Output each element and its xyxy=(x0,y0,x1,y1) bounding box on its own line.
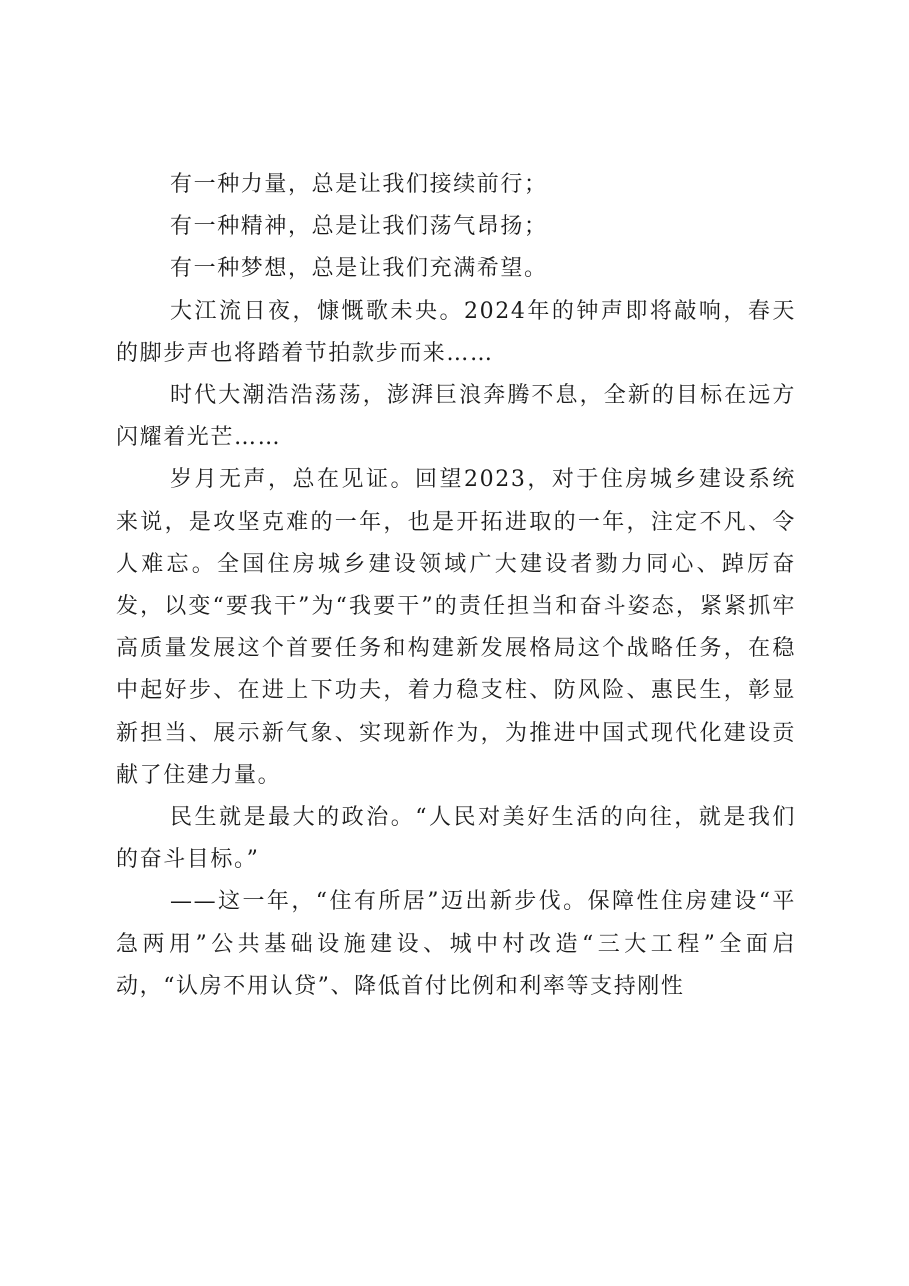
paragraph-5: 时代大潮浩浩荡荡，澎湃巨浪奔腾不息，全新的目标在远方闪耀着光芒…… xyxy=(116,383,796,451)
paragraph-6: 岁月无声，总在见证。回望2023，对于住房城乡建设系统来说，是攻坚克难的一年，也是开拓进取的一年，注定不凡、令人难忘。全国住房城乡建设领域广大建设者勠力同心、踔厉奋发，以变“要我干”为“我要干”的责任担当和奋斗姿态，紧紧抓牢高质量发展这个首要任务和构建新发展格局这个战略任务，在稳中起好步、在进上下功夫，着力稳支柱、防风险、惠民生，彰显新担当、展示新气象、实现新作为，为推进中国式现代化建设贡献了住建力量。 xyxy=(116,467,796,788)
paragraph-3: 有一种梦想，总是让我们充满希望。 xyxy=(170,256,548,282)
paragraph-4: 大江流日夜，慷慨歌未央。2024年的钟声即将敲响，春天的脚步声也将踏着节拍款步而来…… xyxy=(116,298,796,366)
document-page xyxy=(116,164,796,1008)
paragraph-7: 民生就是最大的政治。“人民对美好生活的向往，就是我们的奋斗目标。” xyxy=(116,805,796,873)
paragraph-8: ——这一年，“住有所居”迈出新步伐。保障性住房建设“平急两用”公共基础设施建设、城中村改造“三大工程”全面启动，“认房不用认贷”、降低首付比例和利率等支持刚性 xyxy=(116,889,796,999)
paragraph-2: 有一种精神，总是让我们荡气昂扬； xyxy=(170,214,548,240)
paragraph-1: 有一种力量，总是让我们接续前行； xyxy=(170,172,548,197)
